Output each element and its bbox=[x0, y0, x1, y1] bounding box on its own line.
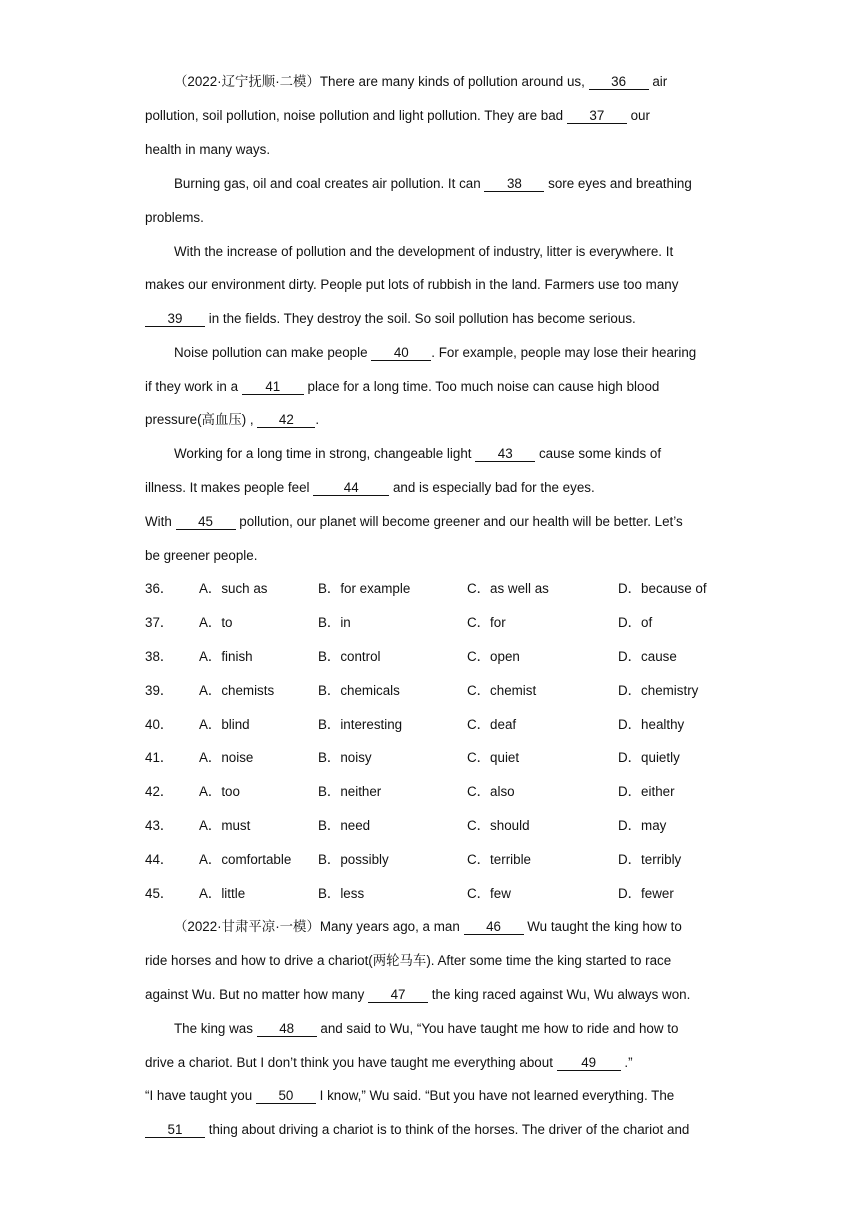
option-a[interactable]: A．must bbox=[199, 818, 251, 833]
option-d[interactable]: D．either bbox=[618, 784, 675, 799]
passage1-line-13: illness. It makes people feel 44 and is especially bad for the eyes. bbox=[145, 480, 595, 495]
question-number: 38． bbox=[145, 649, 174, 664]
option-b[interactable]: B．chemicals bbox=[318, 683, 400, 698]
option-c[interactable]: C．should bbox=[467, 818, 530, 833]
blank-37[interactable]: 37 bbox=[567, 108, 627, 124]
passage1-line-1: （2022·辽宁抚顺·二模）There are many kinds of pollution around us, 36 air bbox=[174, 74, 668, 89]
blank-39[interactable]: 39 bbox=[145, 311, 205, 327]
question-number: 41． bbox=[145, 750, 174, 765]
question-45-options bbox=[145, 885, 745, 903]
option-b[interactable]: B．less bbox=[318, 886, 365, 901]
option-a[interactable]: A．blind bbox=[199, 717, 250, 732]
option-b[interactable]: B．need bbox=[318, 818, 371, 833]
option-a[interactable]: A．little bbox=[199, 886, 246, 901]
question-40-options bbox=[145, 716, 745, 734]
option-a[interactable]: A．noise bbox=[199, 750, 254, 765]
question-number: 42． bbox=[145, 784, 174, 799]
passage1-line-9: Noise pollution can make people 40 . For example, people may lose their hearing bbox=[174, 345, 697, 360]
option-d[interactable]: D．fewer bbox=[618, 886, 674, 901]
question-43-options bbox=[145, 817, 745, 835]
passage1-line-10: if they work in a 41 place for a long time. Too much noise can cause high blood bbox=[145, 379, 660, 394]
blank-44[interactable]: 44 bbox=[313, 480, 389, 496]
passage1-line-6: With the increase of pollution and the development of industry, litter is everywhere. It bbox=[174, 244, 674, 259]
option-b[interactable]: B．for example bbox=[318, 581, 411, 596]
passage1-line-14: With 45 pollution, our planet will become greener and our health will be better. Let’s bbox=[145, 514, 683, 529]
option-b[interactable]: B．interesting bbox=[318, 717, 403, 732]
option-c[interactable]: C．terrible bbox=[467, 852, 531, 867]
passage1-source: （2022·辽宁抚顺·二模） bbox=[174, 74, 320, 89]
option-c[interactable]: C．few bbox=[467, 886, 511, 901]
question-42-options bbox=[145, 783, 745, 801]
option-a[interactable]: A．comfortable bbox=[199, 852, 292, 867]
question-44-options bbox=[145, 851, 745, 869]
option-a[interactable]: A．to bbox=[199, 615, 233, 630]
passage2-line-2: ride horses and how to drive a chariot(两轮马车). After some time the king started to race bbox=[145, 953, 672, 968]
question-38-options bbox=[145, 648, 745, 666]
passage1-line-7: makes our environment dirty. People put lots of rubbish in the land. Farmers use too many bbox=[145, 277, 679, 292]
blank-38[interactable]: 38 bbox=[484, 176, 544, 192]
option-c[interactable]: C．also bbox=[467, 784, 515, 799]
passage1-line-12: Working for a long time in strong, changeable light 43 cause some kinds of bbox=[174, 446, 662, 461]
question-number: 45． bbox=[145, 886, 174, 901]
blank-42[interactable]: 42 bbox=[257, 412, 315, 428]
option-d[interactable]: D．may bbox=[618, 818, 667, 833]
passage1-line-5: problems. bbox=[145, 210, 204, 225]
passage2-line-5: drive a chariot. But I don’t think you have taught me everything about 49 .” bbox=[145, 1055, 633, 1070]
blank-50[interactable]: 50 bbox=[256, 1088, 316, 1104]
option-d[interactable]: D．chemistry bbox=[618, 683, 699, 698]
blank-46[interactable]: 46 bbox=[464, 919, 524, 935]
option-c[interactable]: C．chemist bbox=[467, 683, 537, 698]
question-41-options bbox=[145, 749, 745, 767]
option-a[interactable]: A．such as bbox=[199, 581, 268, 596]
passage1-line-15: be greener people. bbox=[145, 548, 258, 563]
passage1-line-4: Burning gas, oil and coal creates air pollution. It can 38 sore eyes and breathing bbox=[174, 176, 692, 191]
option-d[interactable]: D．cause bbox=[618, 649, 677, 664]
option-c[interactable]: C．as well as bbox=[467, 581, 549, 596]
option-a[interactable]: A．finish bbox=[199, 649, 253, 664]
blank-45[interactable]: 45 bbox=[176, 514, 236, 530]
passage1-line-3: health in many ways. bbox=[145, 142, 271, 157]
blank-49[interactable]: 49 bbox=[557, 1055, 621, 1071]
blank-36[interactable]: 36 bbox=[589, 74, 649, 90]
option-a[interactable]: A．too bbox=[199, 784, 240, 799]
option-b[interactable]: B．possibly bbox=[318, 852, 389, 867]
blank-51[interactable]: 51 bbox=[145, 1122, 205, 1138]
blank-40[interactable]: 40 bbox=[371, 345, 431, 361]
option-c[interactable]: C．open bbox=[467, 649, 520, 664]
question-number: 36． bbox=[145, 581, 174, 596]
question-36-options bbox=[145, 580, 745, 598]
blank-43[interactable]: 43 bbox=[475, 446, 535, 462]
option-b[interactable]: B．noisy bbox=[318, 750, 372, 765]
option-d[interactable]: D．of bbox=[618, 615, 653, 630]
option-d[interactable]: D．healthy bbox=[618, 717, 685, 732]
option-d[interactable]: D．terribly bbox=[618, 852, 682, 867]
option-c[interactable]: C．quiet bbox=[467, 750, 520, 765]
question-number: 43． bbox=[145, 818, 174, 833]
option-c[interactable]: C．deaf bbox=[467, 717, 517, 732]
option-d[interactable]: D．because of bbox=[618, 581, 707, 596]
passage1-line-8: 39 in the fields. They destroy the soil. So soil pollution has become serious. bbox=[145, 310, 636, 328]
option-d[interactable]: D．quietly bbox=[618, 750, 680, 765]
blank-48[interactable]: 48 bbox=[257, 1021, 317, 1037]
option-c[interactable]: C．for bbox=[467, 615, 506, 630]
passage2-source: （2022·甘肃平凉·一模） bbox=[174, 919, 320, 934]
option-b[interactable]: B．neither bbox=[318, 784, 382, 799]
passage2-line-6: “I have taught you 50 I know,” Wu said. “But you have not learned everything. The bbox=[145, 1088, 675, 1103]
blank-41[interactable]: 41 bbox=[242, 379, 304, 395]
passage2-line-7: 51 thing about driving a chariot is to think of the horses. The driver of the chariot and bbox=[145, 1121, 689, 1139]
question-number: 39． bbox=[145, 683, 174, 698]
option-b[interactable]: B．control bbox=[318, 649, 381, 664]
passage1-line-2: pollution, soil pollution, noise pollution and light pollution. They are bad 37 our bbox=[145, 108, 650, 123]
passage2-line-3: against Wu. But no matter how many 47 the king raced against Wu, Wu always won. bbox=[145, 987, 691, 1002]
question-number: 37． bbox=[145, 615, 174, 630]
option-b[interactable]: B．in bbox=[318, 615, 351, 630]
passage2-line-1: （2022·甘肃平凉·一模）Many years ago, a man 46 Wu taught the king how to bbox=[174, 919, 682, 934]
blank-47[interactable]: 47 bbox=[368, 987, 428, 1003]
passage1-line-11: pressure(高血压) , 42 . bbox=[145, 412, 320, 427]
question-number: 44． bbox=[145, 852, 174, 867]
question-37-options bbox=[145, 614, 745, 632]
passage2-line-4: The king was 48 and said to Wu, “You have taught me how to ride and how to bbox=[174, 1021, 679, 1036]
question-number: 40． bbox=[145, 717, 174, 732]
option-a[interactable]: A．chemists bbox=[199, 683, 275, 698]
question-39-options bbox=[145, 682, 745, 700]
